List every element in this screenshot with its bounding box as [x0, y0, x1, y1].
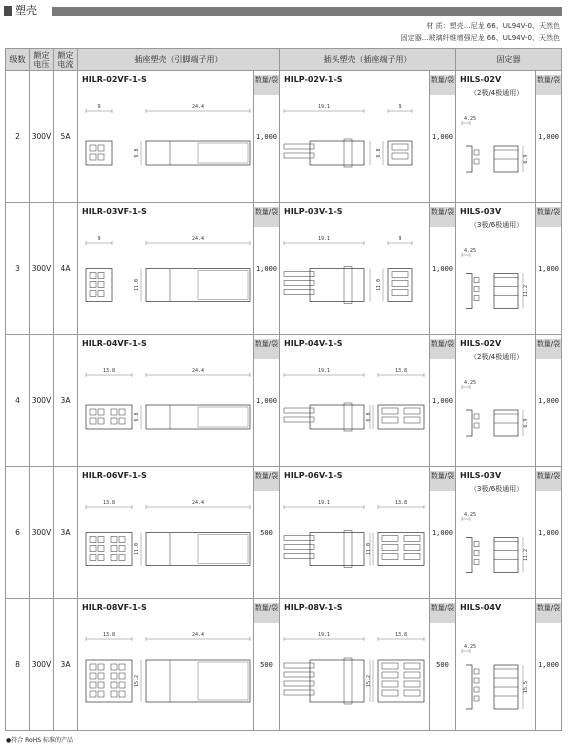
- voltage-cell: 300V: [30, 599, 54, 731]
- retainer-cell: [456, 335, 536, 467]
- receptacle-width-dim: 13.8: [102, 500, 116, 506]
- receptacle-qty-cell: [254, 599, 280, 731]
- voltage-cell: 300V: [30, 71, 54, 203]
- receptacle-qty-cell: [254, 71, 280, 203]
- plug-drawing: [280, 599, 430, 730]
- current-cell: 4A: [54, 203, 78, 335]
- table-row: [6, 467, 562, 599]
- qty-label: 数量/袋: [254, 471, 279, 491]
- receptacle-length-dim: 24.4: [191, 500, 205, 506]
- receptacle-drawing: [78, 599, 254, 730]
- retainer-pitch-dim: 4.25: [463, 380, 477, 386]
- receptacle-cell: [78, 335, 254, 467]
- retainer-height-dim: 6.9: [523, 418, 529, 428]
- plug-qty-cell: [430, 335, 456, 467]
- poles-cell: 3: [6, 203, 30, 335]
- plug-part-number: HILP-06V-1-S: [284, 471, 343, 480]
- plug-width-dim: 13.8: [394, 368, 408, 374]
- retainer-compat-note: （3极/6极通用）: [470, 221, 524, 229]
- plug-qty-value: 1,000: [431, 265, 454, 273]
- plug-height-dim: 6.8: [376, 148, 382, 158]
- retainer-qty-value: 1,000: [537, 661, 560, 669]
- receptacle-width-dim: 13.8: [102, 368, 116, 374]
- plug-qty-value: 1,000: [431, 133, 454, 141]
- header-voltage: 额定电压: [30, 49, 54, 71]
- retainer-compat-note: （2极/4极通用）: [470, 89, 524, 97]
- plug-cell: [280, 335, 430, 467]
- qty-label: 数量/袋: [536, 471, 561, 491]
- retainer-part-number: HILS-04V: [460, 603, 502, 612]
- plug-front-view: [388, 269, 412, 302]
- plug-qty-cell: [430, 467, 456, 599]
- receptacle-cell: [78, 599, 254, 731]
- receptacle-qty-value: 1,000: [255, 265, 278, 273]
- plug-qty-value: 1,000: [431, 529, 454, 537]
- retainer-side-view: [466, 538, 472, 573]
- plug-side-view: [310, 405, 364, 429]
- retainer-qty-value: 1,000: [537, 133, 560, 141]
- retainer-part-number: HILS-03V: [460, 471, 502, 480]
- qty-label: 数量/袋: [430, 471, 455, 491]
- plug-width-dim: 13.8: [394, 632, 408, 638]
- retainer-qty-value: 1,000: [537, 265, 560, 273]
- retainer-cell: [456, 467, 536, 599]
- retainer-height-dim: 6.9: [523, 154, 529, 164]
- retainer-front-view: [494, 538, 518, 573]
- plug-side-view: [310, 660, 364, 702]
- current-cell: 3A: [54, 335, 78, 467]
- retainer-cell: [456, 599, 536, 731]
- qty-label: 数量/袋: [536, 603, 561, 623]
- qty-label: 数量/袋: [536, 339, 561, 359]
- retainer-material-note: 固定器…玻璃纤维增强尼龙 66、UL94V-0、天然色: [400, 34, 560, 42]
- retainer-side-view: [466, 410, 472, 436]
- receptacle-height-dim: 11.0: [134, 278, 140, 292]
- retainer-qty-cell: [536, 71, 562, 203]
- receptacle-width-dim: 13.8: [102, 632, 116, 638]
- retainer-qty-cell: [536, 203, 562, 335]
- section-title: 塑壳: [15, 4, 37, 17]
- spec-table: [5, 48, 562, 731]
- section-marker: [4, 6, 12, 16]
- receptacle-qty-value: 1,000: [255, 133, 278, 141]
- receptacle-drawing: [78, 467, 254, 598]
- table-row: [6, 335, 562, 467]
- retainer-qty-cell: [536, 467, 562, 599]
- retainer-height-dim: 11.2: [523, 284, 529, 298]
- receptacle-drawing: [78, 71, 254, 202]
- voltage-cell: 300V: [30, 335, 54, 467]
- plug-part-number: HILP-04V-1-S: [284, 339, 343, 348]
- plug-length-dim: 19.1: [317, 104, 331, 110]
- retainer-qty-cell: [536, 599, 562, 731]
- retainer-pitch-dim: 4.25: [463, 644, 477, 650]
- receptacle-part-number: HILR-03VF-1-S: [82, 207, 147, 216]
- header-poles: 级数: [6, 49, 30, 71]
- receptacle-qty-cell: [254, 203, 280, 335]
- poles-cell: 4: [6, 335, 30, 467]
- plug-part-number: HILP-08V-1-S: [284, 603, 343, 612]
- receptacle-drawing: [78, 335, 254, 466]
- retainer-side-view: [466, 146, 472, 172]
- receptacle-cell: [78, 467, 254, 599]
- plug-qty-cell: [430, 71, 456, 203]
- plug-cell: [280, 599, 430, 731]
- receptacle-qty-cell: [254, 467, 280, 599]
- retainer-qty-value: 1,000: [537, 397, 560, 405]
- retainer-pitch-dim: 4.25: [463, 512, 477, 518]
- receptacle-length-dim: 24.4: [191, 368, 205, 374]
- receptacle-qty-value: 500: [260, 529, 273, 537]
- retainer-qty-cell: [536, 335, 562, 467]
- qty-label: 数量/袋: [254, 339, 279, 359]
- retainer-drawing: [456, 335, 536, 466]
- receptacle-height-dim: 15.2: [134, 674, 140, 688]
- plug-side-view: [310, 269, 364, 302]
- current-cell: 3A: [54, 599, 78, 731]
- table-row: [6, 203, 562, 335]
- qty-label: 数量/袋: [254, 603, 279, 623]
- retainer-side-view: [466, 665, 472, 709]
- plug-drawing: [280, 71, 430, 202]
- retainer-compat-note: （2极/4极通用）: [470, 353, 524, 361]
- header-retainer: 固定器: [456, 49, 562, 71]
- retainer-drawing: [456, 71, 536, 202]
- receptacle-part-number: HILR-08VF-1-S: [82, 603, 147, 612]
- receptacle-part-number: HILR-02VF-1-S: [82, 75, 147, 84]
- retainer-height-dim: 11.2: [523, 548, 529, 562]
- voltage-cell: 300V: [30, 203, 54, 335]
- retainer-compat-note: （3极/6极通用）: [470, 485, 524, 493]
- voltage-cell: 300V: [30, 467, 54, 599]
- receptacle-drawing: [78, 203, 254, 334]
- plug-height-dim: 15.2: [366, 674, 372, 688]
- receptacle-part-number: HILR-04VF-1-S: [82, 339, 147, 348]
- poles-cell: 2: [6, 71, 30, 203]
- receptacle-width-dim: 9: [97, 236, 101, 242]
- retainer-drawing: [456, 467, 536, 598]
- plug-length-dim: 19.1: [317, 500, 331, 506]
- retainer-cell: [456, 203, 536, 335]
- receptacle-front-view: [86, 405, 132, 429]
- plug-cell: [280, 203, 430, 335]
- receptacle-length-dim: 24.4: [191, 632, 205, 638]
- qty-label: 数量/袋: [536, 207, 561, 227]
- qty-label: 数量/袋: [254, 75, 279, 95]
- plug-width-dim: 9: [398, 104, 402, 110]
- qty-label: 数量/袋: [536, 75, 561, 95]
- plug-cell: [280, 71, 430, 203]
- receptacle-length-dim: 24.4: [191, 236, 205, 242]
- table-row: [6, 599, 562, 731]
- receptacle-height-dim: 6.8: [134, 148, 140, 158]
- current-cell: 3A: [54, 467, 78, 599]
- plug-qty-value: 1,000: [431, 397, 454, 405]
- plug-front-view: [378, 533, 424, 566]
- plug-height-dim: 6.8: [366, 412, 372, 422]
- receptacle-front-view: [86, 141, 112, 165]
- plug-qty-cell: [430, 203, 456, 335]
- qty-label: 数量/袋: [254, 207, 279, 227]
- plug-length-dim: 19.1: [317, 368, 331, 374]
- plug-side-view: [310, 141, 364, 165]
- qty-label: 数量/袋: [430, 603, 455, 623]
- plug-qty-value: 500: [436, 661, 449, 669]
- header-plug: 插头塑壳（插座端子用）: [280, 49, 456, 71]
- plug-width-dim: 13.8: [394, 500, 408, 506]
- plug-drawing: [280, 335, 430, 466]
- plug-height-dim: 11.0: [376, 278, 382, 292]
- retainer-part-number: HILS-02V: [460, 75, 502, 84]
- receptacle-length-dim: 24.4: [191, 104, 205, 110]
- plug-drawing: [280, 203, 430, 334]
- receptacle-part-number: HILR-06VF-1-S: [82, 471, 147, 480]
- retainer-cell: [456, 71, 536, 203]
- receptacle-height-dim: 11.0: [134, 542, 140, 556]
- receptacle-cell: [78, 203, 254, 335]
- retainer-part-number: HILS-03V: [460, 207, 502, 216]
- retainer-qty-value: 1,000: [537, 529, 560, 537]
- plug-width-dim: 9: [398, 236, 402, 242]
- plug-qty-cell: [430, 599, 456, 731]
- material-note: 材 质：塑壳…尼龙 66、UL94V-0、天然色: [426, 22, 560, 30]
- retainer-pitch-dim: 4.25: [463, 116, 477, 122]
- plug-part-number: HILP-03V-1-S: [284, 207, 343, 216]
- footer-note: ●符合 RoHS 标准的产品: [6, 737, 73, 744]
- receptacle-qty-cell: [254, 335, 280, 467]
- plug-length-dim: 19.1: [317, 632, 331, 638]
- plug-side-view: [310, 533, 364, 566]
- plug-height-dim: 11.0: [366, 542, 372, 556]
- plug-part-number: HILP-02V-1-S: [284, 75, 343, 84]
- receptacle-height-dim: 6.8: [134, 412, 140, 422]
- retainer-front-view: [494, 274, 518, 309]
- plug-cell: [280, 467, 430, 599]
- header-current: 额定电流: [54, 49, 78, 71]
- section-rule: [52, 7, 562, 16]
- poles-cell: 6: [6, 467, 30, 599]
- receptacle-qty-value: 1,000: [255, 397, 278, 405]
- retainer-side-view: [466, 274, 472, 309]
- qty-label: 数量/袋: [430, 207, 455, 227]
- retainer-drawing: [456, 599, 536, 730]
- receptacle-width-dim: 9: [97, 104, 101, 110]
- section-header: [4, 4, 562, 18]
- qty-label: 数量/袋: [430, 339, 455, 359]
- current-cell: 5A: [54, 71, 78, 203]
- plug-length-dim: 19.1: [317, 236, 331, 242]
- retainer-height-dim: 15.5: [523, 680, 529, 694]
- plug-drawing: [280, 467, 430, 598]
- poles-cell: 8: [6, 599, 30, 731]
- receptacle-qty-value: 500: [260, 661, 273, 669]
- qty-label: 数量/袋: [430, 75, 455, 95]
- header-receptacle: 插座塑壳（引脚端子用）: [78, 49, 280, 71]
- table-row: [6, 71, 562, 203]
- receptacle-cell: [78, 71, 254, 203]
- retainer-drawing: [456, 203, 536, 334]
- retainer-part-number: HILS-02V: [460, 339, 502, 348]
- table-header-row: [6, 49, 562, 71]
- retainer-pitch-dim: 4.25: [463, 248, 477, 254]
